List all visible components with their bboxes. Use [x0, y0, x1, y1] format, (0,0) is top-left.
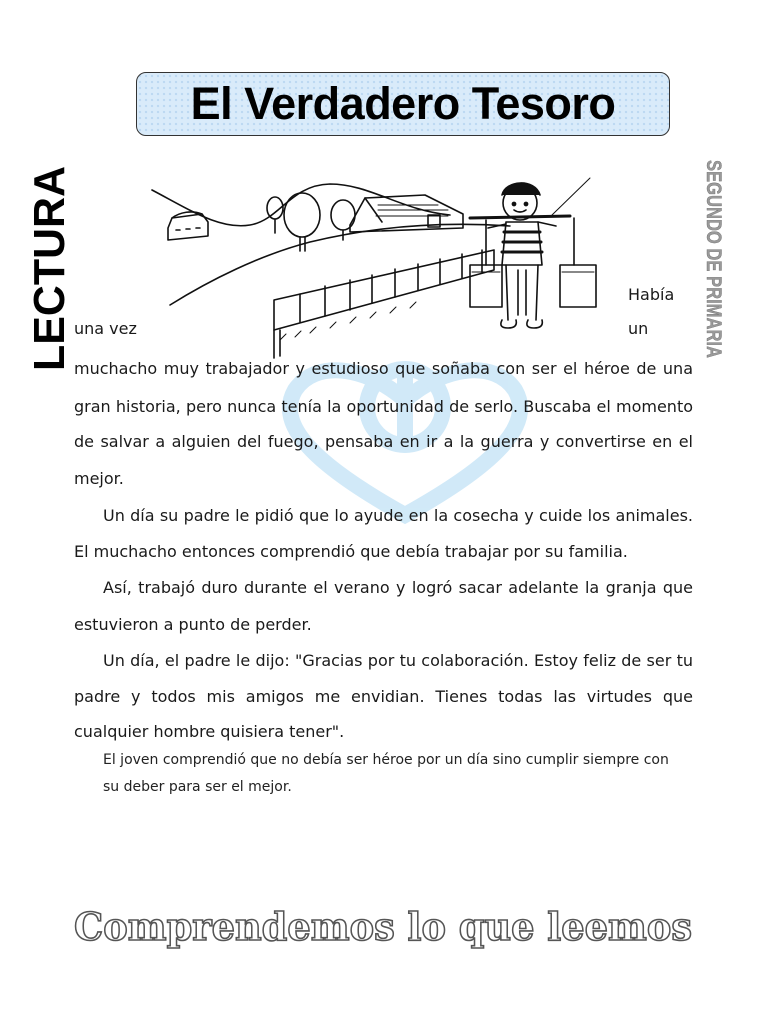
footer-banner — [72, 902, 696, 952]
side-label-right-text: SEGUNDO DE PRIMARIA — [702, 160, 725, 411]
title-banner — [136, 72, 670, 136]
story-line: mejor. — [74, 469, 124, 488]
story-line-small: El joven comprendió que no debía ser héroe por un día sino cumplir siempre con — [103, 752, 669, 768]
story-intro-far-right: un — [628, 319, 649, 338]
story-line-small: su deber para ser el mejor. — [103, 779, 292, 795]
footer-text: Comprendemos lo que leemos — [74, 904, 692, 949]
story-intro-right: Había — [628, 285, 675, 304]
side-label-right — [700, 160, 734, 411]
story-line: cualquier hombre quisiera tener". — [74, 722, 345, 741]
story-line: El muchacho entonces comprendió que debía trabajar por su familia. — [74, 542, 628, 561]
story-line: gran historia, pero nunca tenía la oportunidad de serlo. Buscaba el momento — [74, 397, 693, 416]
page-title: El Verdadero Tesoro — [190, 78, 616, 129]
side-label-left — [25, 160, 74, 374]
story-line: padre y todos mis amigos me envidian. Tienes todas las virtudes que — [74, 687, 693, 706]
story-line: estuvieron a punto de perder. — [74, 615, 312, 634]
story-line: Un día, el padre le dijo: "Gracias por tu colaboración. Estoy feliz de ser tu — [103, 651, 693, 670]
story-intro-left: una vez — [74, 319, 137, 338]
story-line: Así, trabajó duro durante el verano y logró sacar adelante la granja que — [103, 578, 693, 597]
story-line: muchacho muy trabajador y estudioso que soñaba con ser el héroe de una — [74, 359, 693, 378]
story-line: Un día su padre le pidió que lo ayude en la cosecha y cuide los animales. — [103, 506, 693, 525]
farm-illustration — [150, 170, 620, 360]
side-label-left-text: LECTURA — [25, 160, 74, 371]
story-line: de salvar a alguien del fuego, pensaba en ir a la guerra y convertirse en el — [74, 432, 693, 451]
